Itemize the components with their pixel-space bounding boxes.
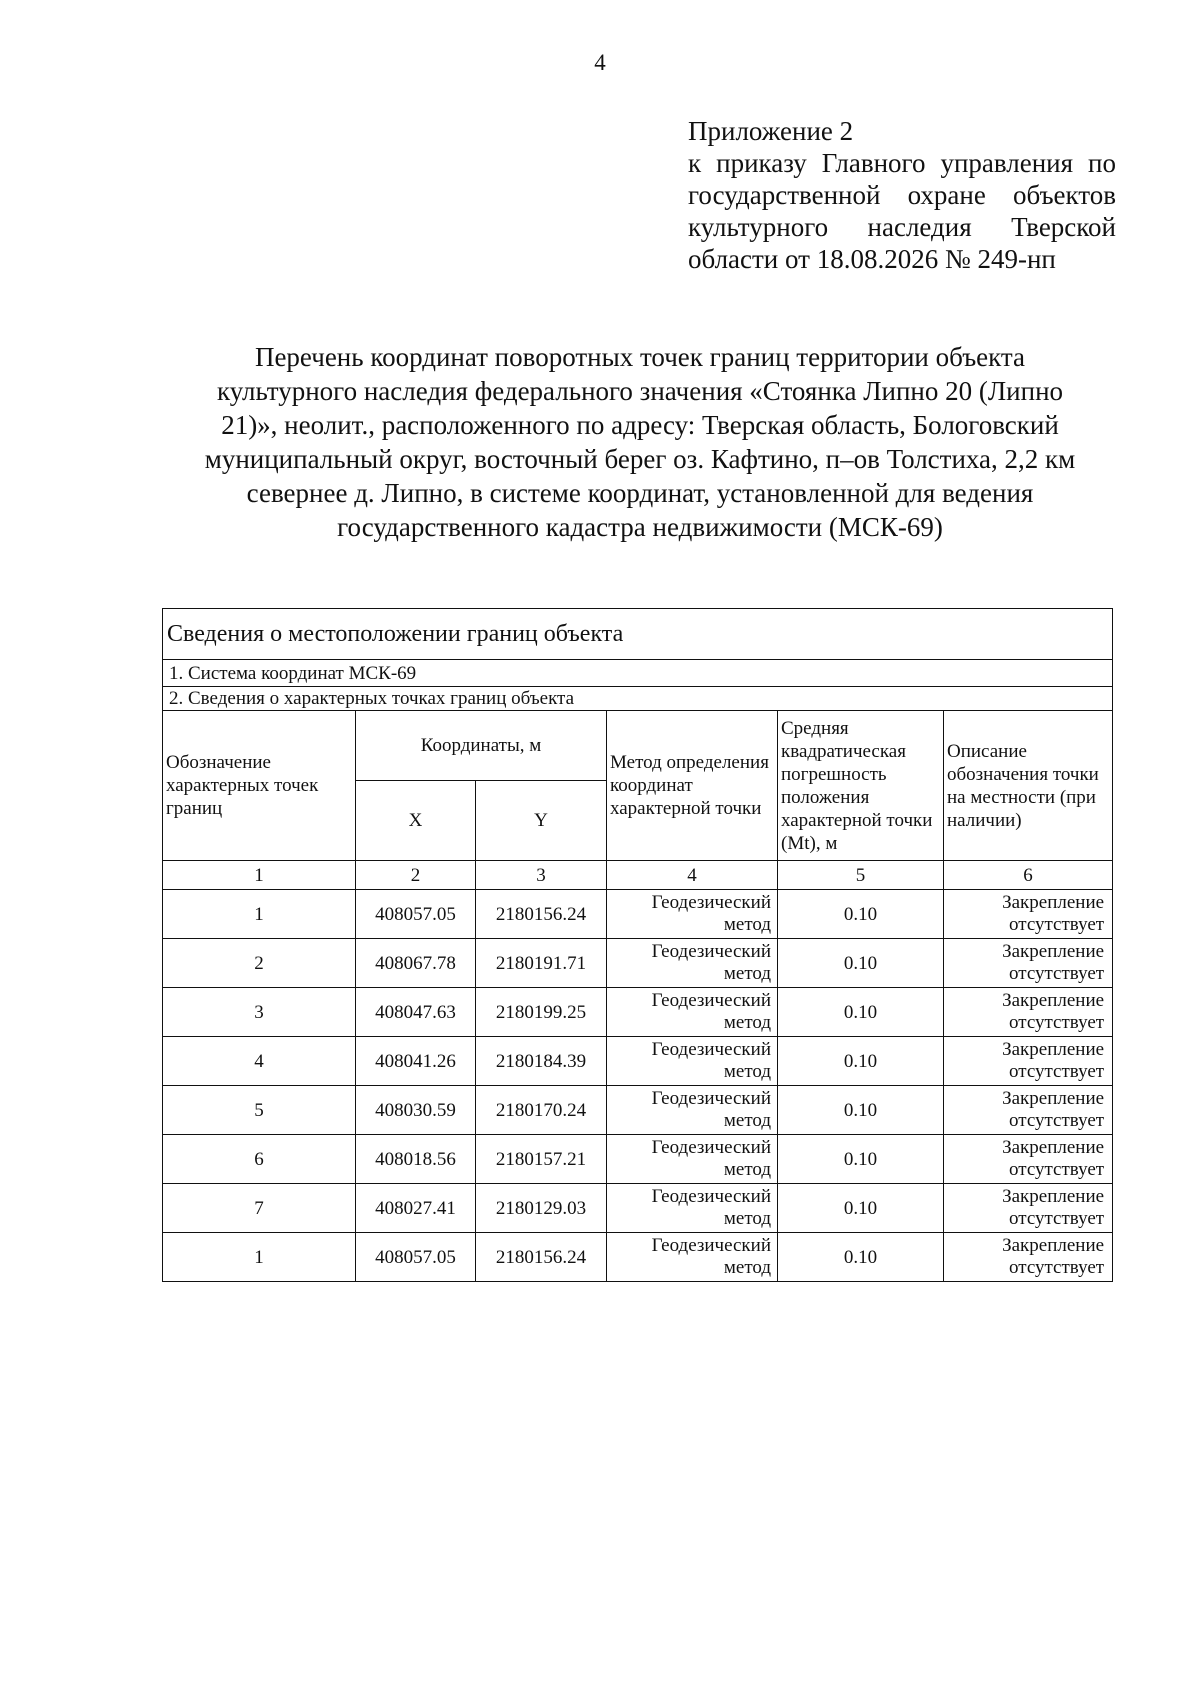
- point-cell: 3: [163, 988, 356, 1037]
- x-cell: 408057.05: [356, 890, 476, 939]
- column-number: 6: [944, 861, 1113, 890]
- method-cell: Геодезический метод: [607, 988, 778, 1037]
- y-cell: 2180129.03: [476, 1184, 607, 1233]
- table-row: [163, 1135, 1113, 1184]
- table-row: [163, 1184, 1113, 1233]
- x-cell: 408041.26: [356, 1037, 476, 1086]
- error-cell: 0.10: [778, 1233, 944, 1282]
- description-cell: Закрепление отсутствует: [944, 1086, 1113, 1135]
- error-cell: 0.10: [778, 988, 944, 1037]
- header-coordinates: Координаты, м: [356, 711, 607, 781]
- method-cell: Геодезический метод: [607, 1037, 778, 1086]
- table-row: [163, 890, 1113, 939]
- x-cell: 408018.56: [356, 1135, 476, 1184]
- error-cell: 0.10: [778, 1037, 944, 1086]
- table-row: [163, 988, 1113, 1037]
- coordinates-table: [162, 608, 1113, 1282]
- point-cell: 2: [163, 939, 356, 988]
- header-designation: Обозначение характерных точек границ: [163, 711, 356, 861]
- column-number: 4: [607, 861, 778, 890]
- x-cell: 408057.05: [356, 1233, 476, 1282]
- point-cell: 1: [163, 890, 356, 939]
- coordinate-system-row: 1. Система координат МСК-69: [163, 660, 1113, 687]
- table-row: [163, 1086, 1113, 1135]
- column-number: 5: [778, 861, 944, 890]
- method-cell: Геодезический метод: [607, 1086, 778, 1135]
- heading-line: Перечень координат поворотных точек границ территории объекта: [254, 342, 1026, 372]
- description-cell: Закрепление отсутствует: [944, 988, 1113, 1037]
- point-cell: 4: [163, 1037, 356, 1086]
- y-cell: 2180199.25: [476, 988, 607, 1037]
- description-cell: Закрепление отсутствует: [944, 890, 1113, 939]
- description-cell: Закрепление отсутствует: [944, 1184, 1113, 1233]
- y-cell: 2180170.24: [476, 1086, 607, 1135]
- page-number: 4: [594, 50, 606, 75]
- description-cell: Закрепление отсутствует: [944, 939, 1113, 988]
- y-cell: 2180156.24: [476, 890, 607, 939]
- appendix-block: [688, 115, 1116, 275]
- column-number-row: [163, 861, 1113, 890]
- point-cell: 1: [163, 1233, 356, 1282]
- heading-line: севернее д. Липно, в системе координат, установленной для ведения: [246, 478, 1034, 508]
- x-cell: 408027.41: [356, 1184, 476, 1233]
- error-cell: 0.10: [778, 1135, 944, 1184]
- description-cell: Закрепление отсутствует: [944, 1233, 1113, 1282]
- column-number: 2: [356, 861, 476, 890]
- header-error: Средняя квадратическая погрешность положения характерной точки (Mt), м: [778, 711, 944, 861]
- document-heading: [170, 340, 1110, 544]
- heading-line: культурного наследия федерального значения «Стоянка Липно 20 (Липно: [216, 376, 1064, 406]
- y-cell: 2180191.71: [476, 939, 607, 988]
- description-cell: Закрепление отсутствует: [944, 1037, 1113, 1086]
- description-cell: Закрепление отсутствует: [944, 1135, 1113, 1184]
- point-cell: 5: [163, 1086, 356, 1135]
- x-cell: 408047.63: [356, 988, 476, 1037]
- header-method: Метод определения координат характерной точки: [607, 711, 778, 861]
- method-cell: Геодезический метод: [607, 890, 778, 939]
- heading-line: 21)», неолит., расположенного по адресу: Тверская область, Бологовский: [221, 410, 1059, 440]
- point-cell: 7: [163, 1184, 356, 1233]
- point-cell: 6: [163, 1135, 356, 1184]
- y-cell: 2180157.21: [476, 1135, 607, 1184]
- section-title: Сведения о местоположении границ объекта: [163, 609, 1113, 660]
- error-cell: 0.10: [778, 1086, 944, 1135]
- x-cell: 408067.78: [356, 939, 476, 988]
- method-cell: Геодезический метод: [607, 939, 778, 988]
- y-cell: 2180184.39: [476, 1037, 607, 1086]
- heading-line: государственного кадастра недвижимости (МСК-69): [337, 512, 943, 542]
- table-row: [163, 939, 1113, 988]
- error-cell: 0.10: [778, 939, 944, 988]
- table-row: [163, 1037, 1113, 1086]
- column-number: 3: [476, 861, 607, 890]
- method-cell: Геодезический метод: [607, 1184, 778, 1233]
- y-cell: 2180156.24: [476, 1233, 607, 1282]
- header-description: Описание обозначения точки на местности (при наличии): [944, 711, 1113, 861]
- error-cell: 0.10: [778, 1184, 944, 1233]
- heading-line: муниципальный округ, восточный берег оз. Кафтино, п–ов Толстиха, 2,2 км: [204, 444, 1076, 474]
- points-title-row: 2. Сведения о характерных точках границ объекта: [163, 687, 1113, 711]
- appendix-reference: к приказу Главного управления по государственной охране объектов культурного наследия Тверской области от 18.08.2026 № 249-нп: [688, 148, 1116, 274]
- x-cell: 408030.59: [356, 1086, 476, 1135]
- method-cell: Геодезический метод: [607, 1233, 778, 1282]
- error-cell: 0.10: [778, 890, 944, 939]
- column-number: 1: [163, 861, 356, 890]
- appendix-title: Приложение 2: [688, 116, 854, 146]
- method-cell: Геодезический метод: [607, 1135, 778, 1184]
- table-row: [163, 1233, 1113, 1282]
- header-x: X: [356, 781, 476, 861]
- header-y: Y: [476, 781, 607, 861]
